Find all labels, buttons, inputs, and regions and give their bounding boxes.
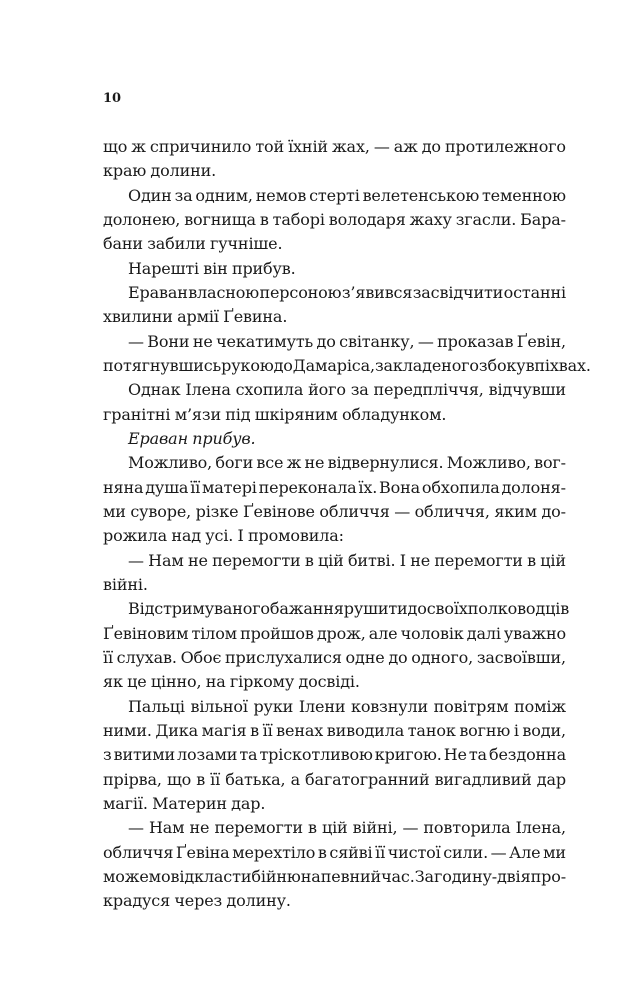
text-line: ними. Дика магія в її венах виводила танок вогню і води,	[103, 720, 566, 740]
text-line: бани забили гучніше.	[103, 234, 283, 254]
text-line: Можливо, боги все ж не відвернулися. Можливо, вог-	[128, 453, 566, 473]
text-line: Нарешті він прибув.	[128, 258, 296, 278]
text-line: як це цінно, на гіркому досвіді.	[103, 672, 360, 692]
body-text	[103, 135, 591, 914]
text-line: війні.	[103, 574, 148, 594]
text-line: з витими лозами та тріскотливою кригою. Не та бездонна	[103, 745, 566, 765]
text-line: магії. Материн дар.	[103, 793, 266, 813]
text-line: що ж спричинило той їхній жах, — аж до протилежного	[103, 137, 566, 156]
text-line: потягнувшись рукою до Дамаріса, закладеного збоку в піхвах.	[103, 355, 591, 375]
text-line: краю долини.	[103, 161, 217, 181]
text-line: Один за одним, немов стерті велетенською теменною	[128, 185, 566, 205]
text-line: хвилини армії Ґевина.	[103, 307, 288, 327]
text-line: Однак Ілена схопила його за передпліччя, відчувши	[128, 380, 566, 400]
text-line: гранітні м’язи під шкіряним обладунком.	[103, 404, 447, 424]
text-line: можемо відкласти бійню на певний час. За годину-дві я про-	[103, 866, 566, 886]
text-line: Від стримуваного бажання рушити до своїх полководців	[128, 599, 570, 619]
text-line: прірва, що в її батька, а багатогранний вигадливий дар	[103, 769, 566, 789]
text-line: рожила над усі. І промовила:	[103, 526, 344, 546]
text-line: Ераван прибув.	[128, 428, 256, 448]
text-line: — Нам не перемогти в цій війні, — повторила Ілена,	[128, 818, 566, 838]
text-line: — Нам не перемогти в цій битві. І не перемогти в цій	[128, 550, 566, 570]
text-line: ми суворе, різке Ґевінове обличчя — обличчя, яким до-	[103, 501, 566, 521]
text-line: крадуся через долину.	[103, 891, 291, 911]
text-line: — Вони не чекатимуть до світанку, — проказав Ґевін,	[128, 331, 566, 351]
text-line: її слухав. Обоє прислухалися одне до одного, засвоївши,	[103, 647, 566, 667]
text-line: Ераван власною персоною з’явився засвідчити останні	[128, 282, 566, 302]
text-line: Ґевіновим тілом пройшов дрож, але чоловік далі уважно	[103, 623, 566, 643]
text-line: Пальці вільної руки Ілени ковзнули повітрям поміж	[128, 696, 566, 716]
text-line: няна душа її матері переконала їх. Вона обхопила долоня-	[103, 477, 566, 497]
text-line: обличчя Ґевіна мерехтіло в сяйві її чистої сили. — Але ми	[103, 842, 566, 862]
text-line: долонею, вогнища в таборі володаря жаху згасли. Бара-	[103, 209, 566, 229]
page-number: 10	[103, 91, 122, 106]
